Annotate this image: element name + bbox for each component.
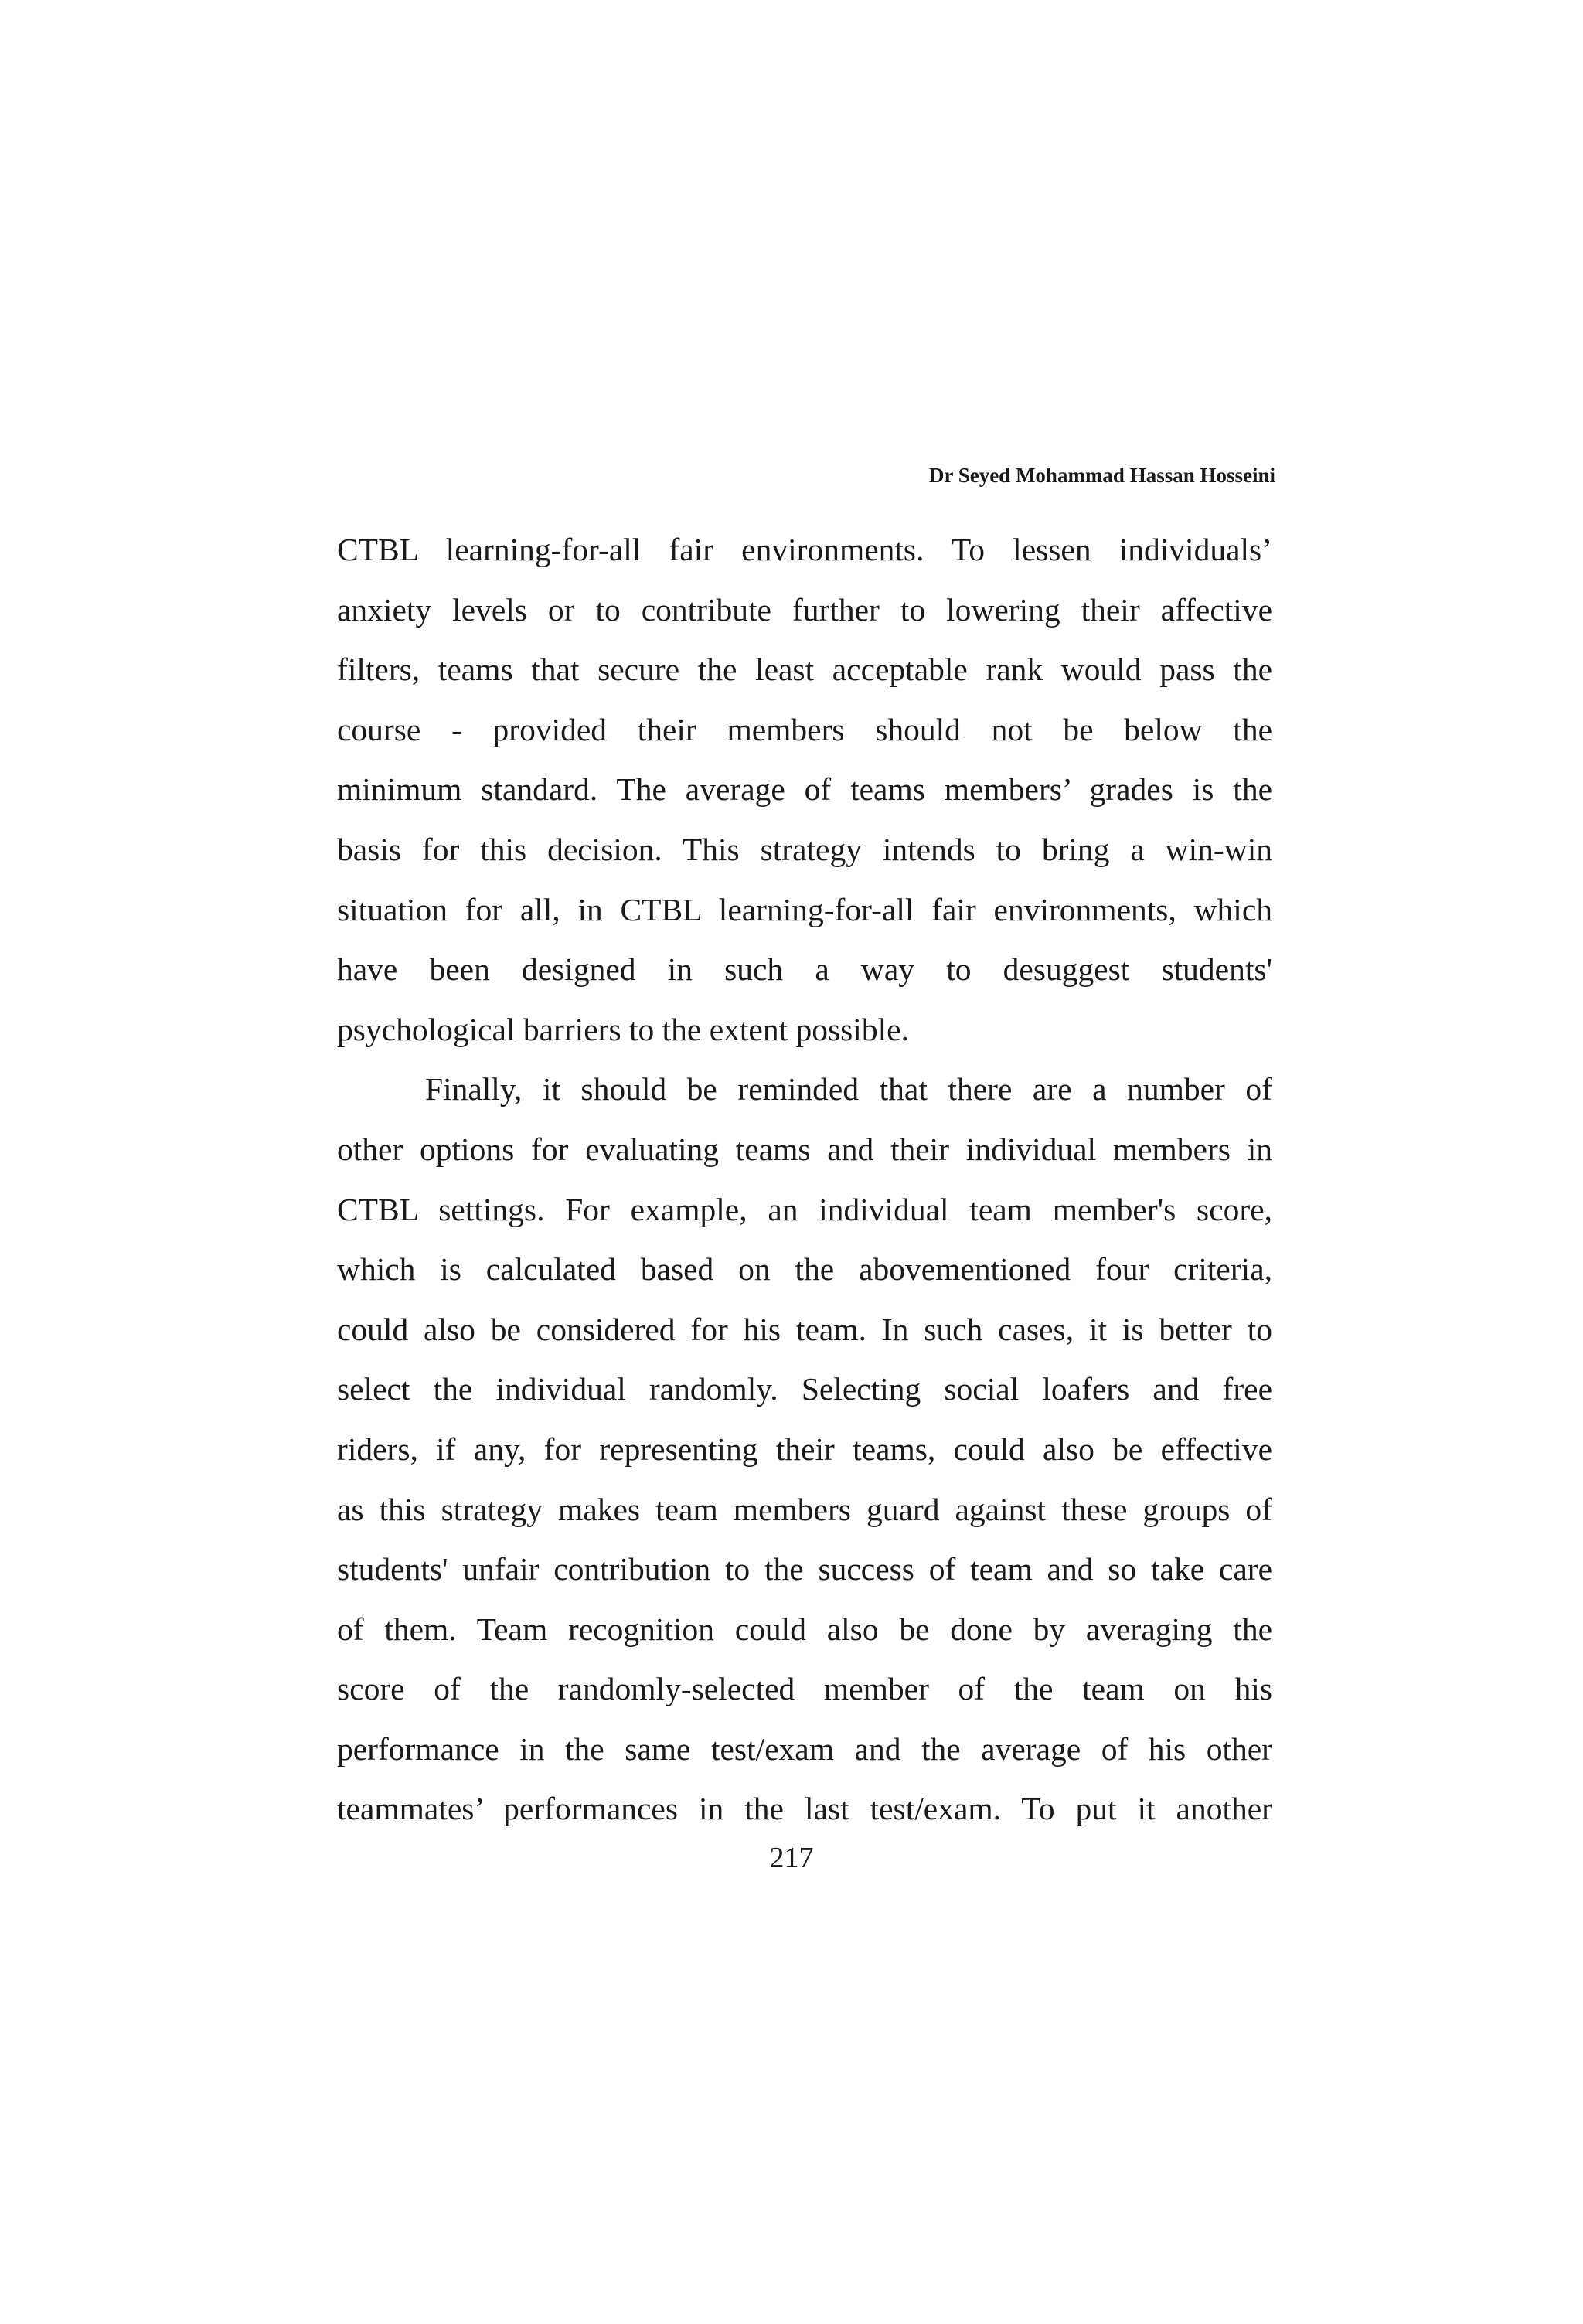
text-line: select the individual randomly. Selecting social loafers and free: [337, 1371, 1272, 1407]
text-line: anxiety levels or to contribute further to lowering their affective: [337, 591, 1272, 628]
running-header: Dr Seyed Mohammad Hassan Hosseini: [928, 464, 1275, 487]
text-line: minimum standard. The average of teams members’ grades is the: [337, 771, 1272, 808]
text-line: course - provided their members should not be below the: [337, 711, 1272, 747]
text-line: Finally, it should be reminded that there are a number of: [425, 1071, 1272, 1108]
page-number: 217: [769, 1842, 814, 1874]
text-line: filters, teams that secure the least acceptable rank would pass the: [337, 652, 1272, 688]
text-line: other options for evaluating teams and their individual members in: [337, 1131, 1272, 1167]
paragraph-1: [337, 520, 1272, 1060]
text-line: situation for all, in CTBL learning-for-all fair environments, which: [337, 891, 1272, 927]
text-line: CTBL settings. For example, an individual team member's score,: [337, 1191, 1272, 1227]
text-line: have been designed in such a way to desuggest students': [337, 951, 1272, 988]
text-line: as this strategy makes team members guard against these groups of: [337, 1491, 1272, 1527]
text-line: psychological barriers to the extent possible.: [337, 1011, 909, 1047]
body-text: [337, 520, 1272, 1839]
text-line: students' unfair contribution to the success of team and so take care: [337, 1551, 1272, 1587]
paragraph-2: [337, 1060, 1272, 1839]
text-line: which is calculated based on the abovementioned four criteria,: [337, 1251, 1272, 1288]
text-line: CTBL learning-for-all fair environments. To lessen individuals’: [337, 532, 1272, 567]
text-line: performance in the same test/exam and the average of his other: [337, 1730, 1272, 1767]
text-line: of them. Team recognition could also be done by averaging the: [337, 1611, 1272, 1647]
text-line: basis for this decision. This strategy intends to bring a win-win: [337, 831, 1272, 867]
text-line: teammates’ performances in the last test/exam. To put it another: [337, 1791, 1272, 1827]
text-line: could also be considered for his team. In such cases, it is better to: [337, 1311, 1272, 1347]
text-line: score of the randomly-selected member of the team on his: [337, 1671, 1272, 1707]
text-line: riders, if any, for representing their teams, could also be effective: [337, 1431, 1272, 1467]
